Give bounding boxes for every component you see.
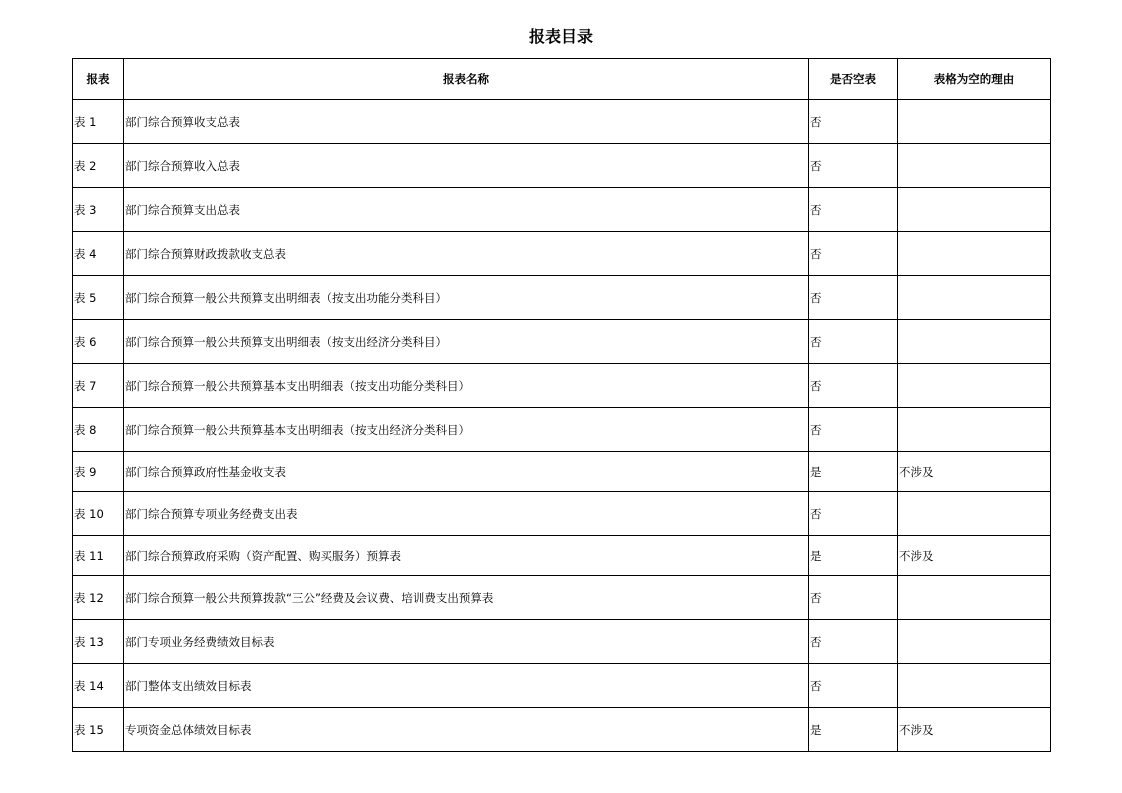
is-empty-cell: 否 bbox=[809, 364, 898, 408]
header-report: 报表 bbox=[73, 59, 124, 100]
report-name-cell: 部门综合预算一般公共预算基本支出明细表（按支出经济分类科目） bbox=[124, 408, 809, 452]
report-id-cell: 表 6 bbox=[73, 320, 124, 364]
table-header-row bbox=[73, 59, 1051, 100]
is-empty-cell: 否 bbox=[809, 408, 898, 452]
table-row bbox=[73, 664, 1051, 708]
report-id-cell: 表 11 bbox=[73, 536, 124, 576]
empty-reason-cell: 不涉及 bbox=[898, 708, 1051, 752]
report-id-cell: 表 14 bbox=[73, 664, 124, 708]
report-catalog-table bbox=[72, 58, 1051, 752]
report-name-cell: 部门综合预算一般公共预算支出明细表（按支出功能分类科目） bbox=[124, 276, 809, 320]
table-row bbox=[73, 536, 1051, 576]
table-row bbox=[73, 188, 1051, 232]
empty-reason-cell bbox=[898, 576, 1051, 620]
table-row bbox=[73, 232, 1051, 276]
is-empty-cell: 否 bbox=[809, 576, 898, 620]
is-empty-cell: 否 bbox=[809, 144, 898, 188]
table-row bbox=[73, 620, 1051, 664]
report-name-cell: 部门综合预算专项业务经费支出表 bbox=[124, 492, 809, 536]
report-name-cell: 部门综合预算一般公共预算支出明细表（按支出经济分类科目） bbox=[124, 320, 809, 364]
is-empty-cell: 否 bbox=[809, 320, 898, 364]
table-row bbox=[73, 492, 1051, 536]
report-id-cell: 表 2 bbox=[73, 144, 124, 188]
empty-reason-cell bbox=[898, 620, 1051, 664]
table-row bbox=[73, 452, 1051, 492]
empty-reason-cell bbox=[898, 100, 1051, 144]
table-row bbox=[73, 144, 1051, 188]
report-name-cell: 部门综合预算支出总表 bbox=[124, 188, 809, 232]
report-id-cell: 表 3 bbox=[73, 188, 124, 232]
report-id-cell: 表 4 bbox=[73, 232, 124, 276]
is-empty-cell: 否 bbox=[809, 492, 898, 536]
report-id-cell: 表 15 bbox=[73, 708, 124, 752]
is-empty-cell: 否 bbox=[809, 620, 898, 664]
report-name-cell: 部门整体支出绩效目标表 bbox=[124, 664, 809, 708]
report-id-cell: 表 10 bbox=[73, 492, 124, 536]
empty-reason-cell: 不涉及 bbox=[898, 536, 1051, 576]
report-id-cell: 表 9 bbox=[73, 452, 124, 492]
report-name-cell: 部门综合预算政府性基金收支表 bbox=[124, 452, 809, 492]
table-row bbox=[73, 364, 1051, 408]
report-name-cell: 部门综合预算财政拨款收支总表 bbox=[124, 232, 809, 276]
report-name-cell: 部门综合预算收支总表 bbox=[124, 100, 809, 144]
page-title: 报表目录 bbox=[528, 27, 593, 46]
table-row bbox=[73, 408, 1051, 452]
table-row bbox=[73, 576, 1051, 620]
empty-reason-cell bbox=[898, 364, 1051, 408]
is-empty-cell: 是 bbox=[809, 708, 898, 752]
empty-reason-cell bbox=[898, 408, 1051, 452]
report-id-cell: 表 5 bbox=[73, 276, 124, 320]
report-id-cell: 表 12 bbox=[73, 576, 124, 620]
is-empty-cell: 否 bbox=[809, 276, 898, 320]
report-name-cell: 部门综合预算收入总表 bbox=[124, 144, 809, 188]
empty-reason-cell bbox=[898, 232, 1051, 276]
header-report-name: 报表名称 bbox=[124, 59, 809, 100]
is-empty-cell: 是 bbox=[809, 536, 898, 576]
report-name-cell: 部门综合预算一般公共预算拨款“三公”经费及会议费、培训费支出预算表 bbox=[124, 576, 809, 620]
is-empty-cell: 否 bbox=[809, 188, 898, 232]
is-empty-cell: 否 bbox=[809, 664, 898, 708]
is-empty-cell: 否 bbox=[809, 100, 898, 144]
report-id-cell: 表 7 bbox=[73, 364, 124, 408]
report-name-cell: 部门综合预算一般公共预算基本支出明细表（按支出功能分类科目） bbox=[124, 364, 809, 408]
empty-reason-cell bbox=[898, 188, 1051, 232]
table-row bbox=[73, 276, 1051, 320]
report-name-cell: 部门综合预算政府采购（资产配置、购买服务）预算表 bbox=[124, 536, 809, 576]
header-empty-reason: 表格为空的理由 bbox=[898, 59, 1051, 100]
empty-reason-cell bbox=[898, 492, 1051, 536]
empty-reason-cell bbox=[898, 276, 1051, 320]
is-empty-cell: 否 bbox=[809, 232, 898, 276]
table-row bbox=[73, 100, 1051, 144]
table-row bbox=[73, 708, 1051, 752]
report-id-cell: 表 1 bbox=[73, 100, 124, 144]
report-id-cell: 表 8 bbox=[73, 408, 124, 452]
header-is-empty: 是否空表 bbox=[809, 59, 898, 100]
report-id-cell: 表 13 bbox=[73, 620, 124, 664]
report-name-cell: 专项资金总体绩效目标表 bbox=[124, 708, 809, 752]
empty-reason-cell bbox=[898, 320, 1051, 364]
empty-reason-cell bbox=[898, 664, 1051, 708]
is-empty-cell: 是 bbox=[809, 452, 898, 492]
table-row bbox=[73, 320, 1051, 364]
empty-reason-cell: 不涉及 bbox=[898, 452, 1051, 492]
report-name-cell: 部门专项业务经费绩效目标表 bbox=[124, 620, 809, 664]
empty-reason-cell bbox=[898, 144, 1051, 188]
